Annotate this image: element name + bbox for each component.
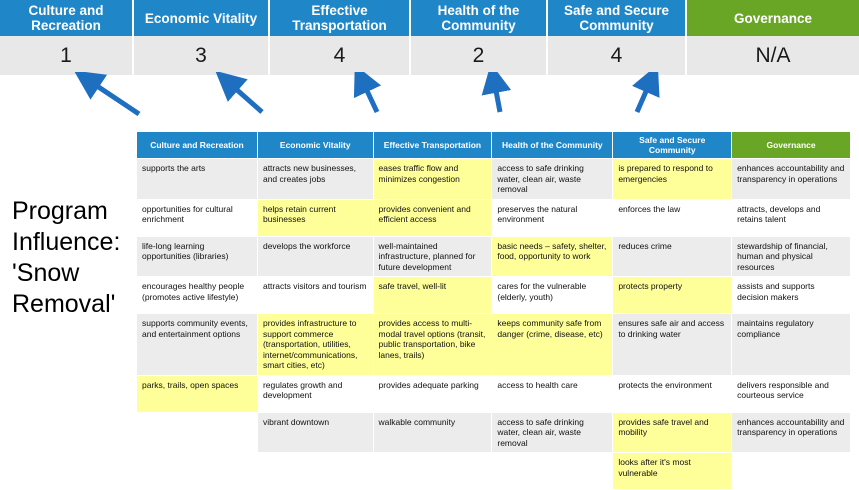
matrix-row (137, 199, 851, 236)
matrix-row (137, 412, 851, 453)
score-cell-4: 4 (548, 36, 687, 75)
matrix-cell: attracts, develops and retains talent (732, 199, 851, 236)
matrix-cell: access to safe drinking water, clean air, waste removal (492, 412, 613, 453)
matrix-cell: well-maintained infrastructure, planned for future development (373, 236, 492, 277)
matrix-row (137, 236, 851, 277)
header-cell-1: Economic Vitality (134, 0, 270, 36)
matrix-cell: walkable community (373, 412, 492, 453)
arrow-layer (0, 72, 859, 134)
score-cell-5: N/A (687, 36, 859, 75)
score-cell-0: 1 (0, 36, 134, 75)
matrix-cell: provides safe travel and mobility (613, 412, 732, 453)
matrix-cell: eases traffic flow and minimizes congestion (373, 159, 492, 200)
matrix-cell: assists and supports decision makers (732, 277, 851, 314)
matrix-cell: life-long learning opportunities (libraries) (137, 236, 258, 277)
header-cell-4: Safe and Secure Community (548, 0, 687, 36)
matrix-cell: regulates growth and development (257, 375, 373, 412)
header-cell-5: Governance (687, 0, 859, 36)
arrow-effective-transportation (362, 80, 377, 112)
score-cell-3: 2 (411, 36, 548, 75)
matrix-cell: delivers responsible and courteous service (732, 375, 851, 412)
matrix-header-3: Health of the Community (492, 132, 613, 159)
matrix-cell: is prepared to respond to emergencies (613, 159, 732, 200)
arrow-economic-vitality (228, 82, 262, 112)
matrix-cell: vibrant downtown (257, 412, 373, 453)
matrix-cell: encourages healthy people (promotes active lifestyle) (137, 277, 258, 314)
matrix-row (137, 453, 851, 490)
score-cell-1: 3 (134, 36, 270, 75)
matrix-header-0: Culture and Recreation (137, 132, 258, 159)
matrix-cell: cares for the vulnerable (elderly, youth) (492, 277, 613, 314)
header-cell-0: Culture and Recreation (0, 0, 134, 36)
matrix-cell: provides convenient and efficient access (373, 199, 492, 236)
matrix-header-1: Economic Vitality (257, 132, 373, 159)
matrix-cell (257, 453, 373, 490)
matrix-cell: stewardship of financial, human and physical resources (732, 236, 851, 277)
matrix-cell: access to health care (492, 375, 613, 412)
matrix-cell: access to safe drinking water, clean air, waste removal (492, 159, 613, 200)
matrix-cell (492, 453, 613, 490)
matrix-cell: develops the workforce (257, 236, 373, 277)
matrix-header-5: Governance (732, 132, 851, 159)
matrix-cell: helps retain current businesses (257, 199, 373, 236)
arrows-svg (0, 72, 859, 134)
matrix-cell: attracts new businesses, and creates jobs (257, 159, 373, 200)
matrix-cell: preserves the natural environment (492, 199, 613, 236)
matrix-cell: enforces the law (613, 199, 732, 236)
header-cell-2: Effective Transportation (270, 0, 411, 36)
matrix-cell: attracts visitors and tourism (257, 277, 373, 314)
scorecard-header-band (0, 0, 859, 36)
matrix-cell (732, 453, 851, 490)
score-cell-2: 4 (270, 36, 411, 75)
matrix-cell: safe travel, well-lit (373, 277, 492, 314)
arrow-safe-secure-community (637, 80, 651, 112)
matrix-cell: protects property (613, 277, 732, 314)
matrix-cell: enhances accountability and transparency in operations (732, 412, 851, 453)
matrix-row (137, 277, 851, 314)
matrix-cell: opportunities for cultural enrichment (137, 199, 258, 236)
matrix-cell: provides access to multi-modal travel options (transit, public transportation, bike lanes, trails) (373, 314, 492, 376)
header-cell-3: Health of the Community (411, 0, 548, 36)
scorecard-score-band (0, 36, 859, 75)
matrix-cell: protects the environment (613, 375, 732, 412)
matrix-cell (373, 453, 492, 490)
matrix-cell: looks after it's most vulnerable (613, 453, 732, 490)
matrix-row (137, 375, 851, 412)
matrix-cell: maintains regulatory compliance (732, 314, 851, 376)
matrix-body (137, 159, 851, 490)
matrix-cell: provides adequate parking (373, 375, 492, 412)
matrix-cell: keeps community safe from danger (crime, disease, etc) (492, 314, 613, 376)
matrix-cell: basic needs – safety, shelter, food, opportunity to work (492, 236, 613, 277)
matrix-cell: provides infrastructure to support commerce (transportation, utilities, internet/communications, smart cities, etc) (257, 314, 373, 376)
arrow-health-community (494, 80, 500, 112)
matrix-header-row (137, 132, 851, 159)
matrix-cell: reduces crime (613, 236, 732, 277)
matrix-cell: enhances accountability and transparency in operations (732, 159, 851, 200)
matrix-row (137, 314, 851, 376)
arrow-culture-recreation (88, 80, 139, 114)
matrix-cell (137, 453, 258, 490)
outcomes-matrix (136, 131, 851, 490)
matrix-row (137, 159, 851, 200)
matrix-header-2: Effective Transportation (373, 132, 492, 159)
program-influence-caption: Program Influence: 'Snow Removal' (12, 197, 121, 318)
matrix-header-4: Safe and Secure Community (613, 132, 732, 159)
matrix-cell: parks, trails, open spaces (137, 375, 258, 412)
matrix-cell: supports the arts (137, 159, 258, 200)
matrix-cell (137, 412, 258, 453)
matrix-cell: ensures safe air and access to drinking water (613, 314, 732, 376)
matrix-cell: supports community events, and entertainment options (137, 314, 258, 376)
